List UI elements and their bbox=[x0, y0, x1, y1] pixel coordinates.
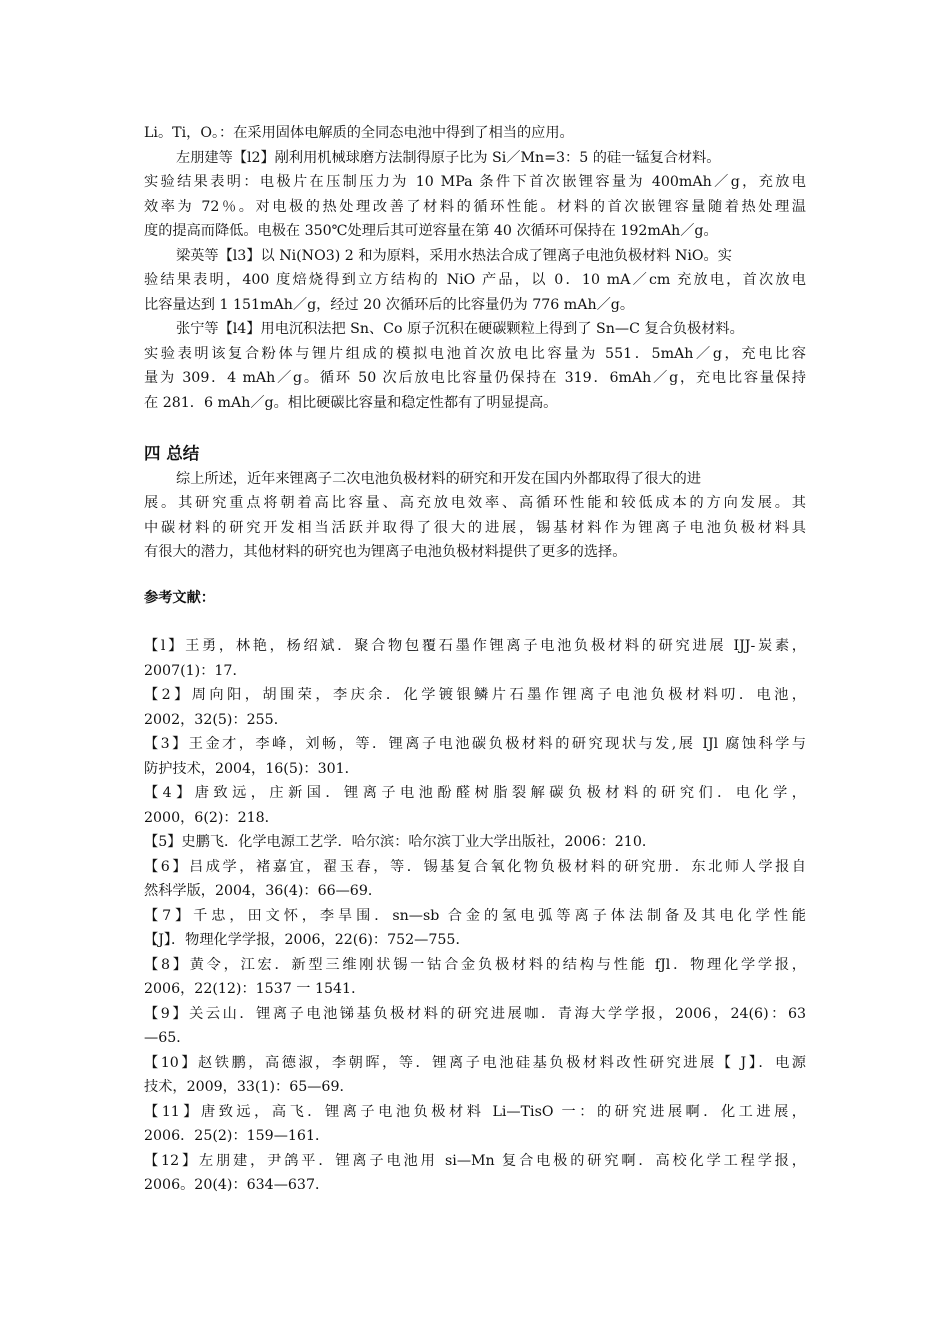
reference-line: 然科学版，2004，36(4)：66—69． bbox=[144, 883, 383, 899]
reference-line: 【11】唐致远，高飞．锂离子电池负极材料 Li—TisO 一：的研究进展啊．化工进展， bbox=[144, 1103, 806, 1120]
body-line: 实验结果表明：电极片在压制压力为 10 MPa 条件下首次嵌锂容量为 400mAh／g，充放电 bbox=[144, 174, 806, 190]
reference-line: 【4】唐致远，庄新国．锂离子电池酚醛树脂裂解碳负极材料的研究们．电化学， bbox=[144, 785, 806, 801]
summary-heading: 四 总结 bbox=[144, 444, 200, 463]
reference-line: 2006，22(12)：1537 一 1541． bbox=[144, 981, 366, 997]
reference-line: 【7】千忠，田文怀，李旱围．sn—sb 合金的氢电弧等离子体法制备及其电化学性能 bbox=[144, 907, 806, 924]
body-line: 度的提高而降低。电极在 350℃处理后其可逆容量在第 40 次循环可保持在 192mAh／g。 bbox=[144, 223, 718, 239]
body-line: 张宁等【l4】用电沉积法把 Sn、Co 原子沉积在硬碳颗粒上得到了 Sn—C 复合负极材料。 bbox=[176, 321, 744, 337]
body-line: 比容量达到 1 151mAh／g，经过 20 次循环后的比容量仍为 776 mAh／g。 bbox=[144, 296, 635, 313]
body-line: 实验表明该复合粉体与锂片组成的模拟电池首次放电比容量为 551．5mAh／g，充电比容 bbox=[144, 345, 806, 362]
summary-section bbox=[144, 467, 806, 565]
summary-line: 有很大的潜力，其他材料的研究也为锂离子电池负极材料提供了更多的选择。 bbox=[144, 544, 627, 560]
reference-line: 2007(1)：17． bbox=[144, 662, 247, 679]
summary-line: 综上所述，近年来锂离子二次电池负极材料的研究和开发在国内外都取得了很大的进 bbox=[176, 470, 701, 487]
reference-line: 【5】史鹏飞．化学电源工艺学．哈尔滨：哈尔滨丁业大学出版社，2006：210． bbox=[144, 834, 657, 850]
references-heading: 参考文献： bbox=[144, 589, 215, 606]
reference-line: 【2】周向阳，胡围荣，李庆余．化学镀银鳞片石墨作锂离子电池负极材料叨．电池， bbox=[144, 687, 806, 703]
reference-line: 【l】王勇，林艳，杨绍斌．聚合物包覆石墨作锂离子电池负极材料的研究进展 IJJ-炭素， bbox=[144, 638, 806, 654]
reference-line: 【8】黄令，江宏．新型三维刚状锡一钴合金负极材料的结构与性能 fJl．物理化学学报， bbox=[144, 956, 806, 973]
reference-line: 【3】王金才，李峰，刘畅，等．锂离子电池碳负极材料的研究现状与发,展 IJl 腐蚀科学与 bbox=[144, 736, 806, 752]
body-line: 梁英等【l3】以 Ni(NO3) 2 和为原料，采用水热法合成了锂离子电池负极材料 NiO。实 bbox=[176, 247, 732, 264]
reference-line: 防护技术，2004，16(5)：301． bbox=[144, 760, 359, 777]
summary-line: 中碳材料的研究开发相当活跃并取得了很大的进展，锡基材料作为锂离子电池负极材料具 bbox=[144, 519, 806, 536]
body-line: Li。Ti，O。：在采用固体电解质的全同态电池中得到了相当的应用。 bbox=[144, 125, 574, 141]
summary-line: 展。其研究重点将朝着高比容量、高充放电效率、高循环性能和较低成本的方向发展。其 bbox=[144, 495, 806, 511]
body-line: 量为 309．4 mAh／g。循环 50 次后放电比容量仍保持在 319．6mAh／g，充电比容量保持 bbox=[144, 370, 806, 386]
reference-line: 【6】吕成学，褚嘉宜，翟玉春，等．锡基复合氧化物负极材料的研究册．东北师人学报自 bbox=[144, 858, 806, 875]
body-section bbox=[144, 121, 806, 415]
reference-line: 【10】赵铁鹏，高德淑，李朝晖，等．锂离子电池硅基负极材料改性研究进展【 J】．电源 bbox=[144, 1054, 806, 1071]
page-content bbox=[144, 121, 806, 1198]
reference-line: 【12】左朋建，尹鸽平．锂离子电池用 si—Mn 复合电极的研究啊．高校化学工程学报， bbox=[144, 1152, 806, 1169]
body-line: 在 281．6 mAh／g。相比硬碳比容量和稳定性都有了明显提高。 bbox=[144, 394, 558, 411]
reference-line: 2002，32(5)：255． bbox=[144, 711, 288, 728]
references-list bbox=[144, 634, 806, 1198]
reference-line: 【J】．物理化学学报，2006，22(6)：752—755． bbox=[144, 932, 470, 948]
body-line: 验结果表明，400 度焙烧得到立方结构的 NiO 产品，以 0．10 mA／cm 充放电，首次放电 bbox=[144, 272, 806, 288]
body-line: 效率为 72％。对电极的热处理改善了材料的循环性能。材料的首次嵌锂容量随着热处理温 bbox=[144, 198, 806, 215]
reference-line: 2006。20(4)：634—637． bbox=[144, 1177, 330, 1193]
reference-line: —65． bbox=[144, 1030, 191, 1046]
reference-line: 2000，6(2)：218． bbox=[144, 809, 279, 826]
reference-line: 2006．25(2)：159—161． bbox=[144, 1128, 330, 1144]
reference-line: 技术，2009，33(1)：65—69． bbox=[144, 1079, 354, 1095]
body-line: 左朋建等【l2】剐利用机械球磨方法制得原子比为 Si／Mn=3：5 的硅一锰复合材料。 bbox=[176, 149, 721, 166]
reference-line: 【9】关云山．锂离子电池锑基负极材料的研究进展咖．青海大学学报，2006，24(6)：63 bbox=[144, 1005, 806, 1022]
